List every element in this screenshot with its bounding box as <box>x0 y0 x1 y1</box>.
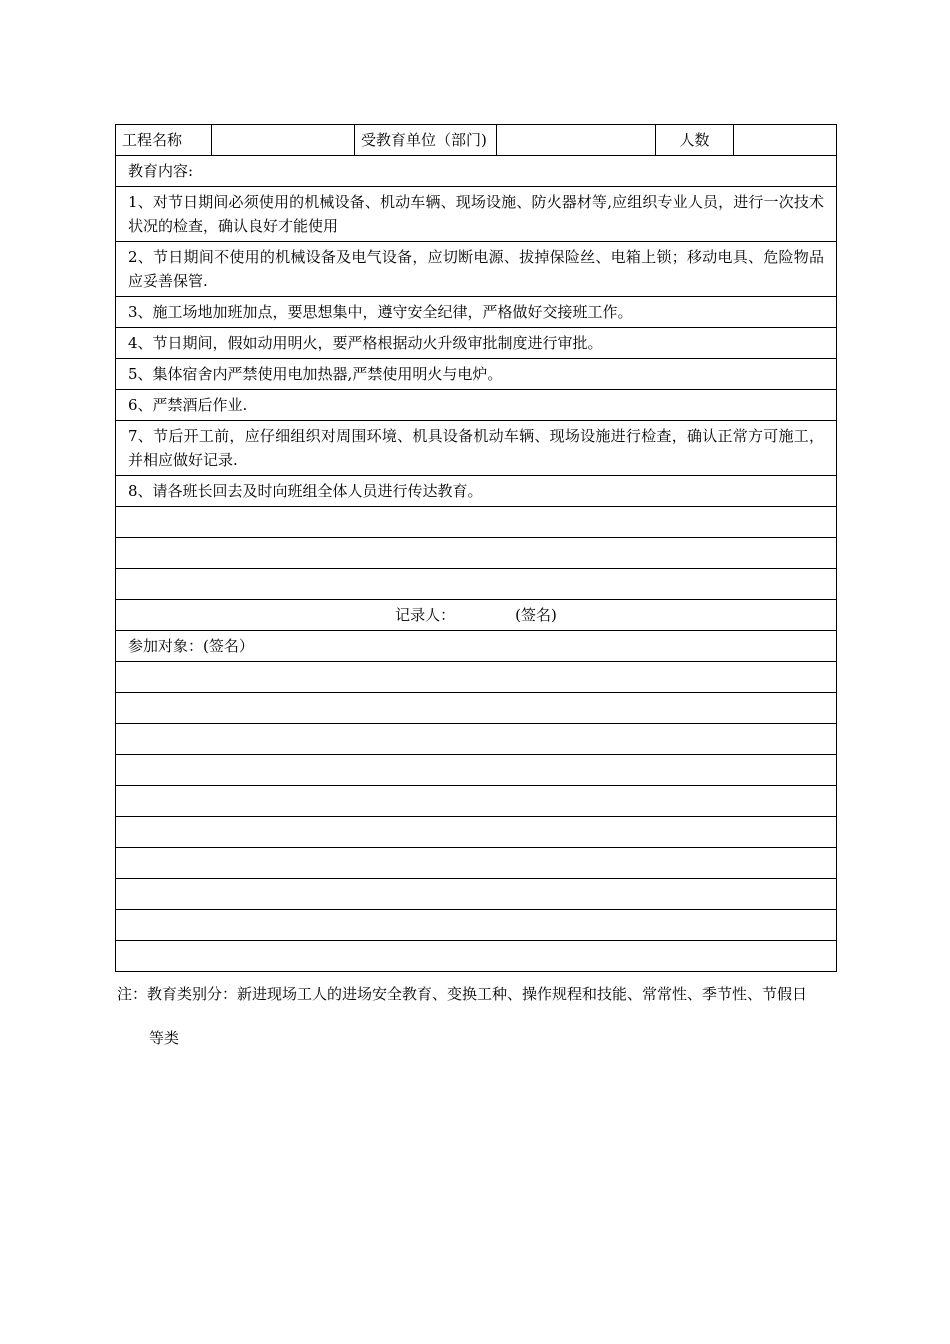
signature-row <box>116 848 837 879</box>
signature-cell[interactable] <box>116 724 837 755</box>
content-item-row <box>116 297 837 328</box>
signature-cell[interactable] <box>116 941 837 972</box>
signature-cell[interactable] <box>116 662 837 693</box>
content-item-2: 2、节日期间不使用的机械设备及电气设备，应切断电源、拔掉保险丝、电箱上锁；移动电具、危险物品应妥善保管. <box>116 242 837 297</box>
recorder-cell[interactable] <box>116 600 837 631</box>
recorder-row <box>116 600 837 631</box>
signature-row <box>116 662 837 693</box>
footnote <box>117 982 867 1050</box>
signature-row <box>116 879 837 910</box>
blank-content-row <box>116 507 837 538</box>
header-row <box>116 125 837 156</box>
content-item-1: 1、对节日期间必须使用的机械设备、机动车辆、现场设施、防火器材等,应组织专业人员，进行一次技术状况的检查，确认良好才能使用 <box>116 187 837 242</box>
content-item-row <box>116 476 837 507</box>
participants-label: 参加对象：(签名） <box>116 631 837 662</box>
content-item-row <box>116 421 837 476</box>
signature-cell[interactable] <box>116 693 837 724</box>
signature-cell[interactable] <box>116 910 837 941</box>
signature-cell[interactable] <box>116 786 837 817</box>
project-name-label: 工程名称 <box>116 125 212 156</box>
footnote-line-2: 等类 <box>149 1029 180 1047</box>
blank-content-cell[interactable] <box>116 538 837 569</box>
signature-cell[interactable] <box>116 848 837 879</box>
blank-content-cell[interactable] <box>116 569 837 600</box>
signature-cell[interactable] <box>116 879 837 910</box>
project-name-field[interactable] <box>212 125 355 156</box>
signature-cell[interactable] <box>116 817 837 848</box>
signature-row <box>116 786 837 817</box>
unit-field[interactable] <box>497 125 656 156</box>
content-item-6: 6、严禁酒后作业. <box>116 390 837 421</box>
signature-row <box>116 817 837 848</box>
signature-row <box>116 724 837 755</box>
content-item-3: 3、施工场地加班加点，要思想集中，遵守安全纪律，严格做好交接班工作。 <box>116 297 837 328</box>
education-record-form <box>115 124 837 972</box>
blank-content-row <box>116 569 837 600</box>
content-item-8: 8、请各班长回去及时向班组全体人员进行传达教育。 <box>116 476 837 507</box>
content-item-row <box>116 359 837 390</box>
signature-row <box>116 941 837 972</box>
signature-row <box>116 755 837 786</box>
unit-label: 受教育单位（部门) <box>355 125 497 156</box>
blank-content-cell[interactable] <box>116 507 837 538</box>
content-item-row <box>116 242 837 297</box>
content-title: 教育内容: <box>116 156 837 187</box>
content-title-row <box>116 156 837 187</box>
count-field[interactable] <box>734 125 837 156</box>
signature-row <box>116 910 837 941</box>
content-item-row <box>116 187 837 242</box>
participants-title-row <box>116 631 837 662</box>
blank-content-row <box>116 538 837 569</box>
content-item-row <box>116 328 837 359</box>
content-item-7: 7、节后开工前，应仔细组织对周围环境、机具设备机动车辆、现场设施进行检查，确认正常方可施工，并相应做好记录. <box>116 421 837 476</box>
recorder-sign-hint: (签名) <box>515 606 557 624</box>
signature-cell[interactable] <box>116 755 837 786</box>
recorder-label: 记录人： <box>395 606 456 624</box>
count-label: 人数 <box>656 125 734 156</box>
content-item-row <box>116 390 837 421</box>
signature-row <box>116 693 837 724</box>
footnote-line-1: 注：教育类别分：新进现场工人的进场安全教育、变换工种、操作规程和技能、常常性、季节性、节假日 <box>117 985 808 1003</box>
content-item-5: 5、集体宿舍内严禁使用电加热器,严禁使用明火与电炉。 <box>116 359 837 390</box>
content-item-4: 4、节日期间，假如动用明火，要严格根据动火升级审批制度进行审批。 <box>116 328 837 359</box>
